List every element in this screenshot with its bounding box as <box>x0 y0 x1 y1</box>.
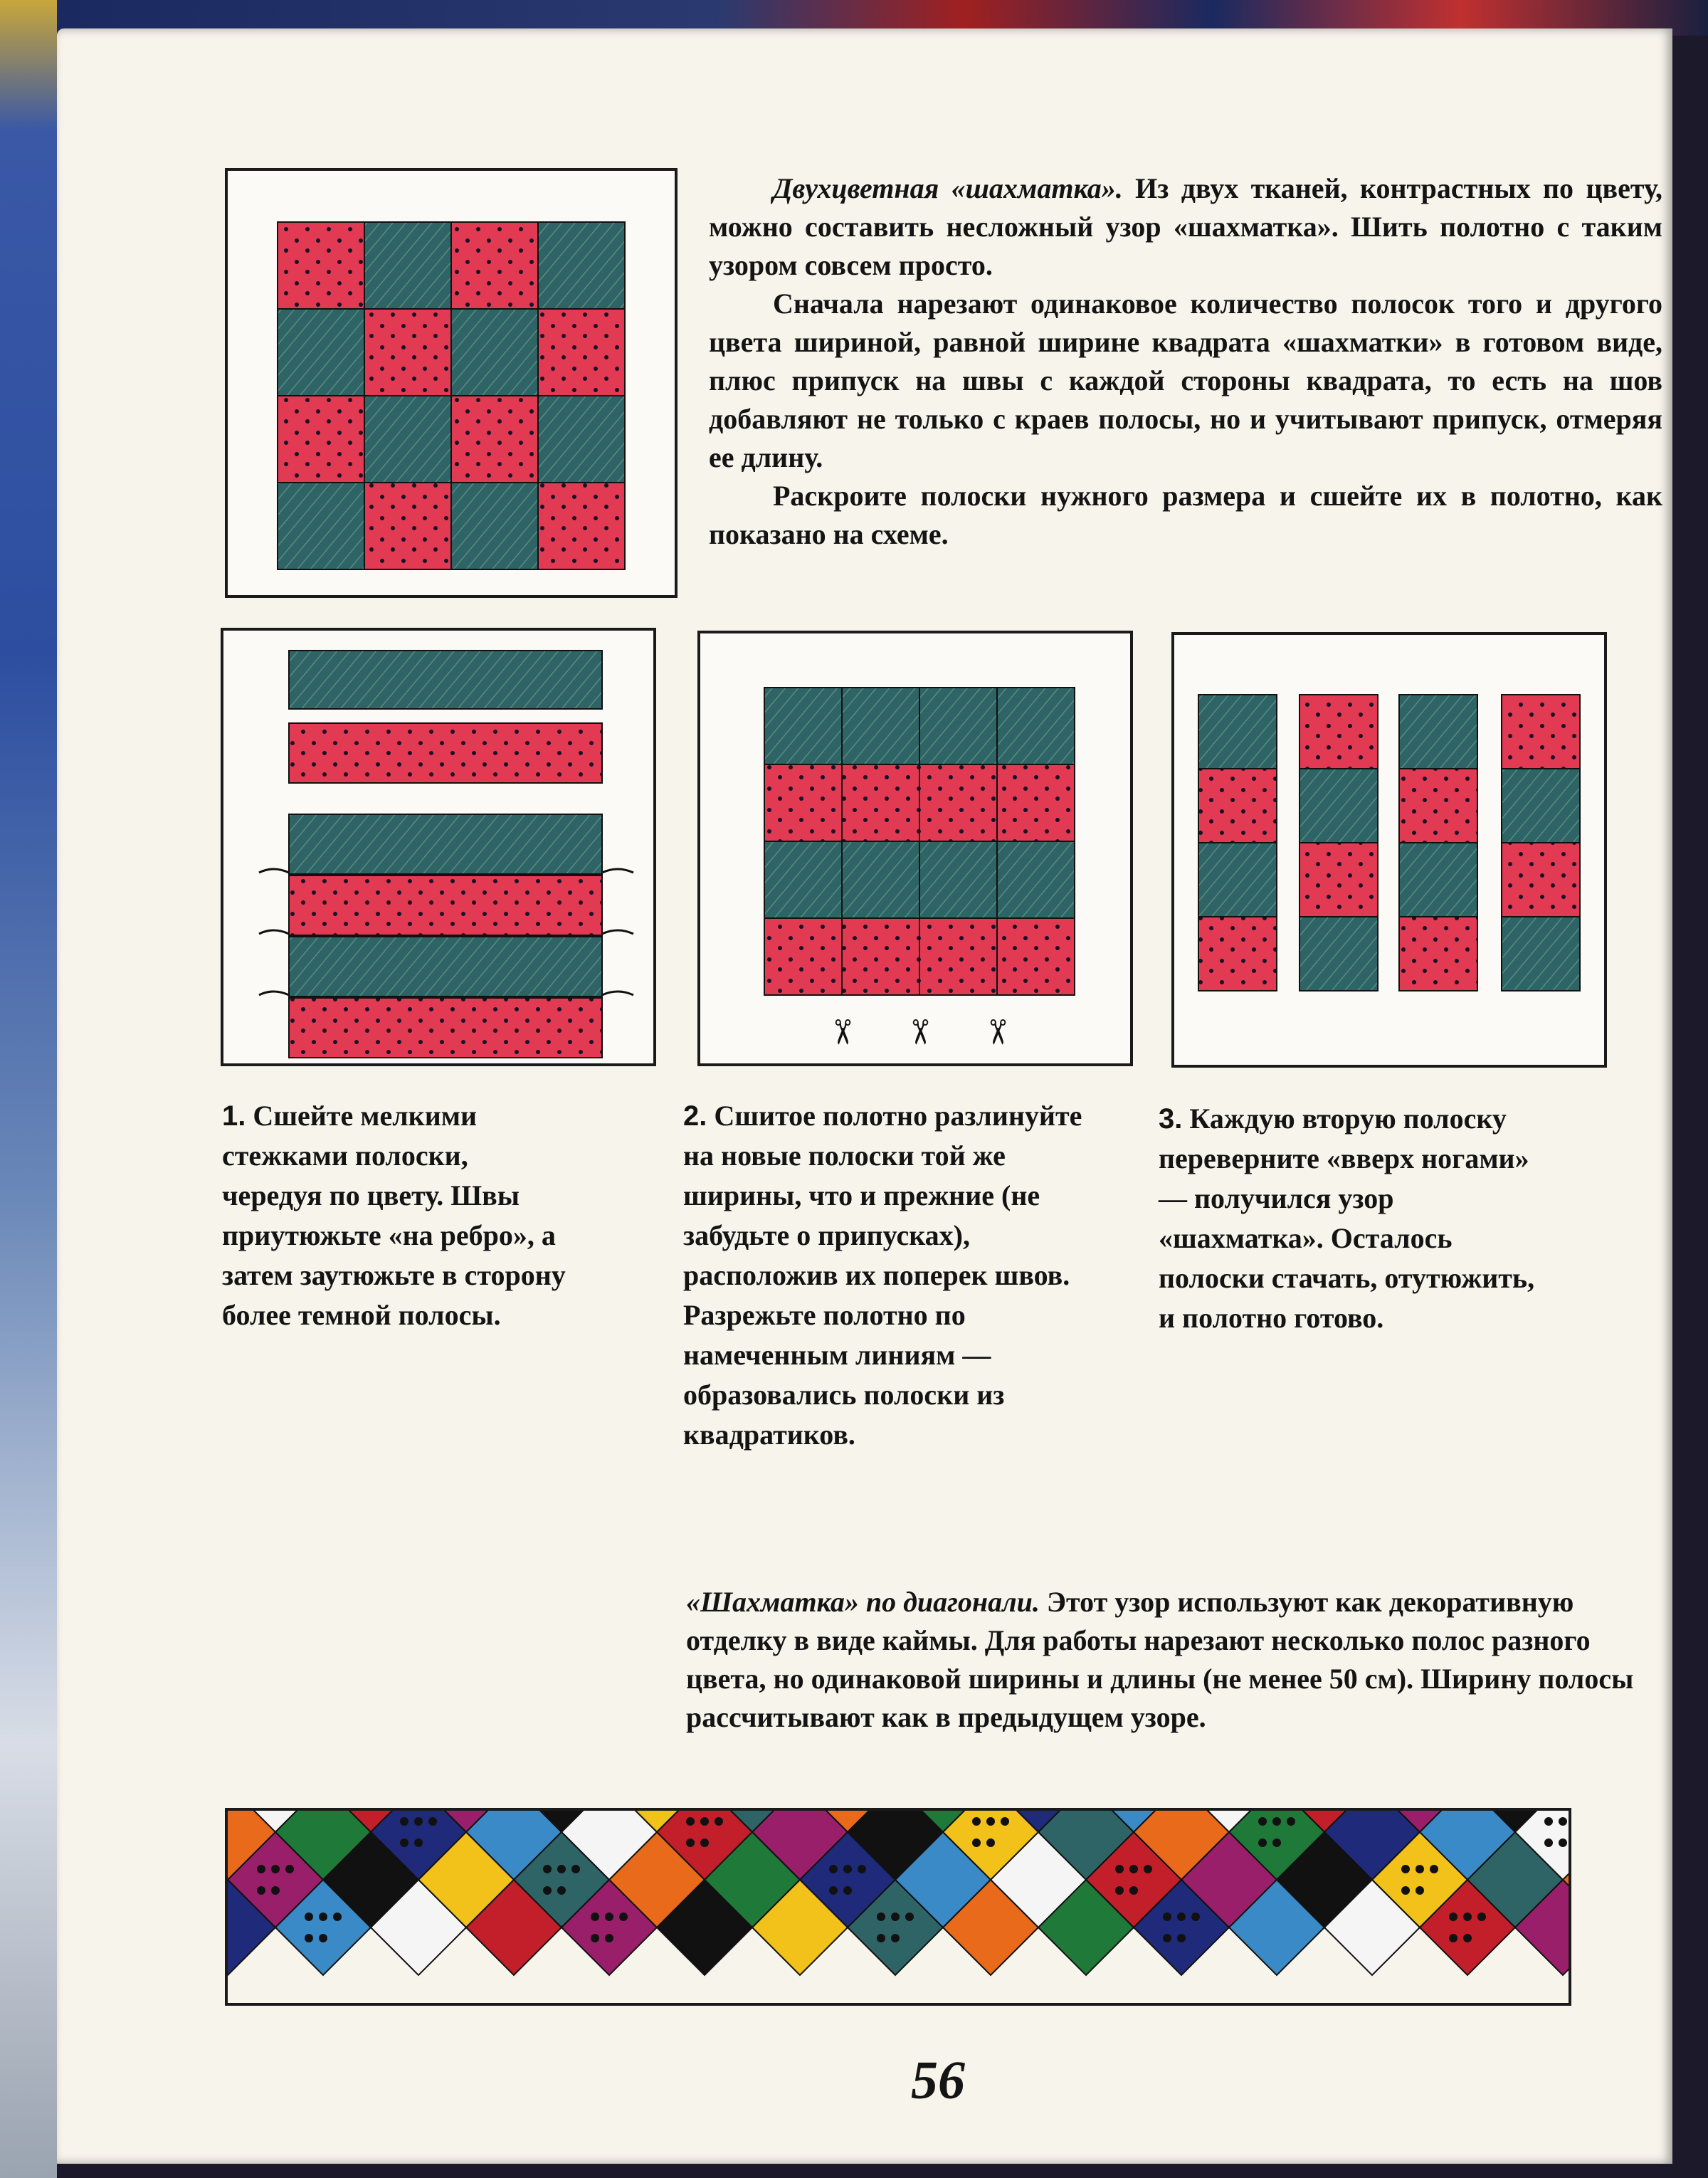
patch-dot <box>686 1838 695 1847</box>
patch-dot <box>1144 1865 1152 1873</box>
column-square <box>1198 695 1277 769</box>
patch-dot <box>414 1838 423 1847</box>
patch-dot <box>1001 1817 1009 1826</box>
column-square <box>1502 843 1580 917</box>
patch-dot <box>843 1865 852 1873</box>
column-square <box>1300 695 1378 769</box>
patch-dot <box>1163 1934 1171 1942</box>
thread-end <box>602 991 633 995</box>
patch-dot <box>972 1838 981 1847</box>
patch-dot <box>700 1817 709 1826</box>
patch-dot <box>891 1934 900 1942</box>
patch-dot <box>428 1817 437 1826</box>
checker-square <box>364 483 451 569</box>
intro-text-1: Из двух тканей, контрастных по цвету, можно составить несложный узор «шахматка». Шить полотно с таким узором совсем просто. <box>709 172 1662 281</box>
patch-dot <box>1177 1913 1186 1921</box>
column-square <box>1502 695 1580 769</box>
diagonal-paragraph <box>686 1583 1640 1737</box>
column-square <box>1300 843 1378 917</box>
step-2-text: Сшитое полотно разлинуйте на новые полоски той же ширины, что и прежние (не забудьте о припусках), расположив их поперек швов. Разрежьте полотно по намеченным линиям — образовались полоски из квадратиков. <box>683 1100 1082 1451</box>
patch-dot <box>1449 1934 1457 1942</box>
step-1-text: Сшейте мелкими стежками полоски, чередуя по цвету. Швы приутюжьте «на ребро», а затем заутюжьте в сторону более темной полосы. <box>222 1100 566 1331</box>
patch-dot <box>858 1865 866 1873</box>
patch-dot <box>605 1934 613 1942</box>
patch-dot <box>543 1865 552 1873</box>
column-square <box>1399 695 1477 769</box>
scissors-icon: ✂ <box>900 1018 938 1047</box>
column-square <box>1502 917 1580 991</box>
step-1-caption <box>222 1096 571 1335</box>
checkerboard-illustration <box>225 168 678 598</box>
patch-dot <box>986 1817 995 1826</box>
patch-dot <box>400 1838 408 1847</box>
diagonal-title: «Шахматка» по диагонали. <box>686 1586 1040 1618</box>
patch-dot <box>686 1817 695 1826</box>
step-3-number: 3. <box>1159 1103 1183 1135</box>
patch-dot <box>1129 1865 1138 1873</box>
patch-dot <box>1559 1838 1567 1847</box>
scissors-icon: ✂ <box>823 1018 860 1047</box>
patch-dot <box>1401 1865 1410 1873</box>
patch-dot <box>414 1817 423 1826</box>
patch-dot <box>1463 1934 1472 1942</box>
column-square <box>1300 917 1378 991</box>
column-square <box>1198 917 1277 991</box>
step-1-diagram <box>221 628 656 1066</box>
checker-square <box>451 396 538 483</box>
checker-square <box>538 396 625 483</box>
checker-square <box>451 222 538 309</box>
intro-text-3: Раскроите полоски нужного размера и сшейте их в полотно, как показано на схеме. <box>709 480 1662 550</box>
sewn-strip <box>289 998 602 1058</box>
strip-red <box>289 723 602 783</box>
patch-dot <box>1430 1865 1438 1873</box>
step-3-text: Каждую вторую полоску переверните «вверх ногами» — получился узор «шахматка». Осталось полоски стачать, отутюжить, и полотно готово. <box>1159 1103 1535 1334</box>
patch-dot <box>1272 1817 1281 1826</box>
patch-dot <box>829 1865 838 1873</box>
patch-dot <box>605 1913 613 1921</box>
step-3-diagram <box>1171 632 1607 1068</box>
patch-dot <box>319 1934 327 1942</box>
patch-dot <box>619 1913 628 1921</box>
thread-end <box>259 991 289 995</box>
column-square <box>1300 769 1378 843</box>
patch-dot <box>305 1934 313 1942</box>
patch-dot <box>1115 1865 1124 1873</box>
patch-dot <box>1177 1934 1186 1942</box>
checker-square <box>278 222 364 309</box>
patch-dot <box>319 1913 327 1921</box>
checker-square <box>538 309 625 396</box>
patch-dot <box>986 1838 995 1847</box>
patch-dot <box>285 1865 294 1873</box>
checker-square <box>278 396 364 483</box>
patch-dot <box>1559 1817 1567 1826</box>
thread-end <box>602 869 633 873</box>
checker-square <box>278 309 364 396</box>
patch-dot <box>271 1886 280 1895</box>
diagonal-border-illustration <box>225 1808 1571 2006</box>
column-square <box>1399 917 1477 991</box>
intro-paragraph <box>709 169 1662 554</box>
patch-dot <box>1544 1838 1553 1847</box>
patch-dot <box>571 1865 580 1873</box>
patch-dot <box>1544 1817 1553 1826</box>
step-2-diagram <box>697 631 1133 1066</box>
patch-dot <box>591 1913 599 1921</box>
patch-dot <box>271 1865 280 1873</box>
patch-dot <box>905 1913 914 1921</box>
patch-dot <box>1272 1838 1281 1847</box>
patch-dot <box>1163 1913 1171 1921</box>
strip-teal <box>289 651 602 709</box>
patch-dot <box>972 1817 981 1826</box>
diagonal-text: Этот узор используют как декоративную отделку в виде каймы. Для работы нарезают несколько полос разного цвета, но одинаковой ширины и длины (не менее 50 см). Ширину полосы рассчитывают как в предыдущем узоре. <box>686 1586 1634 1733</box>
patch-dot <box>333 1913 342 1921</box>
page-number: 56 <box>911 2051 965 2110</box>
checker-square <box>364 396 451 483</box>
patch-dot <box>877 1934 885 1942</box>
patch-dot <box>1191 1913 1200 1921</box>
checker-square <box>278 483 364 569</box>
patch-dot <box>557 1886 566 1895</box>
patch-dot <box>843 1886 852 1895</box>
patch-dot <box>700 1838 709 1847</box>
column-square <box>1198 769 1277 843</box>
patch-dot <box>1401 1886 1410 1895</box>
thread-end <box>259 930 289 934</box>
checker-square <box>538 483 625 569</box>
patch-dot <box>1129 1886 1138 1895</box>
patch-dot <box>591 1934 599 1942</box>
patch-dot <box>1258 1817 1267 1826</box>
patch-dot <box>891 1913 900 1921</box>
patch-dot <box>1463 1913 1472 1921</box>
patch-dot <box>543 1886 552 1895</box>
thread-end <box>602 930 633 934</box>
patch-dot <box>1477 1913 1486 1921</box>
checker-square <box>364 309 451 396</box>
checker-square <box>538 222 625 309</box>
patch-dot <box>877 1913 885 1921</box>
step-1-number: 1. <box>222 1100 246 1132</box>
sewn-strip <box>289 814 602 874</box>
patch-dot <box>305 1913 313 1921</box>
patch-dot <box>1416 1865 1424 1873</box>
step-2-number: 2. <box>683 1100 707 1132</box>
patch-dot <box>257 1865 265 1873</box>
column-square <box>1399 769 1477 843</box>
step-3-caption <box>1159 1099 1536 1338</box>
patch-dot <box>1115 1886 1124 1895</box>
page <box>57 28 1672 2164</box>
scissors-icon: ✂ <box>978 1018 1016 1047</box>
patch-dot <box>829 1886 838 1895</box>
intro-title: Двухцветная «шахматка». <box>773 172 1123 204</box>
patch-dot <box>1287 1817 1295 1826</box>
checker-square <box>364 222 451 309</box>
thread-end <box>259 869 289 873</box>
patch-dot <box>400 1817 408 1826</box>
column-square <box>1502 769 1580 843</box>
checker-square <box>451 483 538 569</box>
sewn-strip <box>289 937 602 996</box>
book-spine-edge <box>0 0 57 2178</box>
sewn-strip <box>289 875 602 935</box>
patch-dot <box>1258 1838 1267 1847</box>
column-square <box>1399 843 1477 917</box>
patch-dot <box>257 1886 265 1895</box>
step-2-caption <box>683 1096 1110 1455</box>
patch-dot <box>715 1817 723 1826</box>
checker-square <box>451 309 538 396</box>
intro-text-2: Сначала нарезают одинаковое количество полосок того и другого цвета шириной, равной ширине квадрата «шахматки» в готовом виде, плюс припуск на швы с каждой стороны квадрата, то есть на шов добавляют не только с краев полосы, но и учитывают припуск, отмеряя ее длину. <box>709 288 1662 473</box>
column-square <box>1198 843 1277 917</box>
patch-dot <box>1416 1886 1424 1895</box>
patch-dot <box>1449 1913 1457 1921</box>
patch-dot <box>557 1865 566 1873</box>
